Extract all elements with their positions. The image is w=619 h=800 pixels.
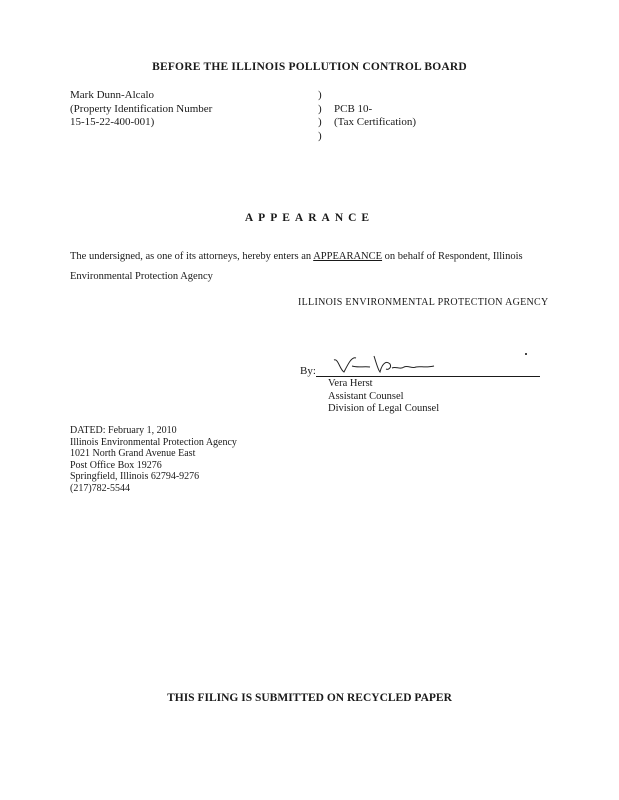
appearance-statement <box>70 247 550 287</box>
signer-line: Vera Herst <box>328 378 373 389</box>
statement-prefix: The undersigned, as one of its attorneys, hereby enters an <box>70 251 314 262</box>
case-caption-number <box>318 89 416 143</box>
case-caption-parties <box>70 89 212 130</box>
caption-line: 15-15-22-400-001) <box>70 116 155 128</box>
dated-line: Post Office Box 19276 <box>70 459 162 471</box>
signer-line: Assistant Counsel <box>328 390 404 402</box>
agency-signature-block: ILLINOIS ENVIRONMENTAL PROTECTION AGENCY <box>298 297 549 308</box>
caption-paren: ) <box>318 129 322 142</box>
document-title: BEFORE THE ILLINOIS POLLUTION CONTROL BOARD <box>152 61 467 73</box>
stray-mark <box>525 353 527 355</box>
recycled-paper-notice: THIS FILING IS SUBMITTED ON RECYCLED PAPER <box>167 692 452 704</box>
caption-line: (Property Identification Number <box>70 102 213 115</box>
dated-line: (217)782-5544 <box>70 482 130 494</box>
signer-line: Division of Legal Counsel <box>328 403 440 414</box>
caption-text: PCB 10- <box>334 102 373 115</box>
caption-row <box>318 103 416 117</box>
statement-suffix: on behalf of Respondent, Illinois Environmental Protection Agency <box>70 251 523 282</box>
caption-row <box>318 89 416 103</box>
caption-row <box>318 130 416 144</box>
dated-line: DATED: February 1, 2010 <box>70 425 177 436</box>
dated-line: 1021 North Grand Avenue East <box>70 448 196 459</box>
section-heading: APPEARANCE <box>244 212 375 224</box>
dated-line: Illinois Environmental Protection Agency <box>70 436 237 448</box>
caption-paren: ) <box>318 89 322 101</box>
caption-paren: ) <box>318 116 322 128</box>
caption-text: (Tax Certification) <box>334 116 417 128</box>
caption-row <box>318 116 416 130</box>
dated-address-block <box>70 425 237 494</box>
caption-paren: ) <box>318 102 322 115</box>
statement-emphasis: APPEARANCE <box>313 251 383 262</box>
caption-line: Mark Dunn-Alcalo <box>70 89 155 101</box>
dated-line: Springfield, Illinois 62794-9276 <box>70 471 200 482</box>
handwritten-signature <box>330 352 440 381</box>
signer-block <box>328 378 439 416</box>
by-label: By: <box>300 365 316 377</box>
